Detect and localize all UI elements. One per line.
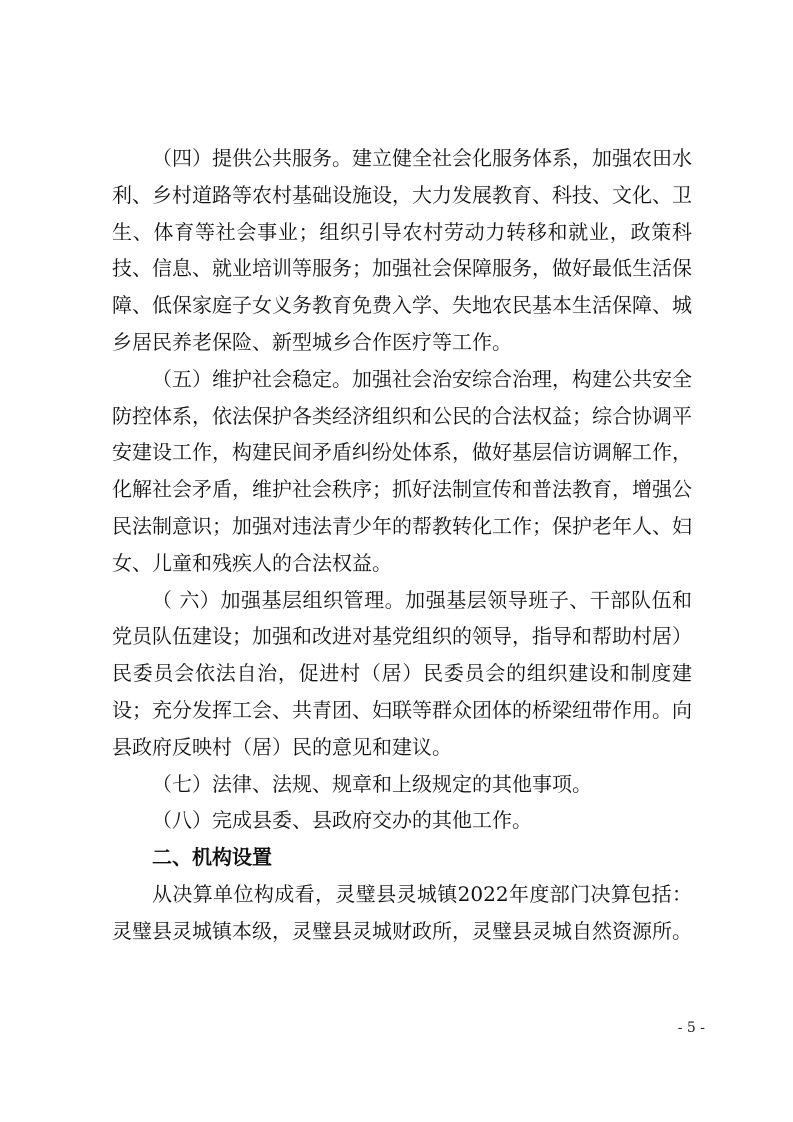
document-body [112,140,692,950]
paragraph-organization-structure: 从决算单位构成看，灵璧县灵城镇2022年度部门决算包括：灵璧县灵城镇本级，灵璧县灵城财政所，灵璧县灵城自然资源所。 [112,881,692,943]
page-number: - 5 - [677,1020,705,1036]
paragraph-public-services: （四）提供公共服务。建立健全社会化服务体系，加强农田水利、乡村道路等农村基础设施设，大力发展教育、科技、文化、卫生、体育等社会事业；组织引导农村劳动力转移和就业，政策科技、信息、就业培训等服务；加强社会保障服务，做好最低生活保障、低保家庭子女义务教育免费入学、失地农民基本生活保障、城乡居民养老保险、新型城乡合作医疗等工作。 [112,146,692,354]
section-heading: 二、机构设置 [152,845,272,870]
paragraph-grassroots-organization: （ 六）加强基层组织管理。加强基层领导班子、干部队伍和党员队伍建设；加强和改进对基党组织的领导，指导和帮助村居）民委员会依法自治，促进村（居）民委员会的组织建设和制度建设；充分发挥工会、共青团、妇联等群众团体的桥梁纽带作用。向县政府反映村（居）民的意见和建议。 [112,587,692,759]
paragraph-other-work: （八）完成县委、县政府交办的其他工作。 [152,808,532,833]
paragraph-social-stability: （五）维护社会稳定。加强社会治安综合治理，构建公共安全防控体系，依法保护各类经济组织和公民的合法权益；综合协调平安建设工作，构建民间矛盾纠纷处体系，做好基层信访调解工作，化解社会矛盾，维护社会秩序；抓好法制宣传和普法教育，增强公民法制意识；加强对违法青少年的帮教转化工作；保护老年人、妇女、儿童和残疾人的合法权益。 [112,366,692,575]
paragraph-other-matters: （七）法律、法规、规章和上级规定的其他事项。 [152,771,592,796]
